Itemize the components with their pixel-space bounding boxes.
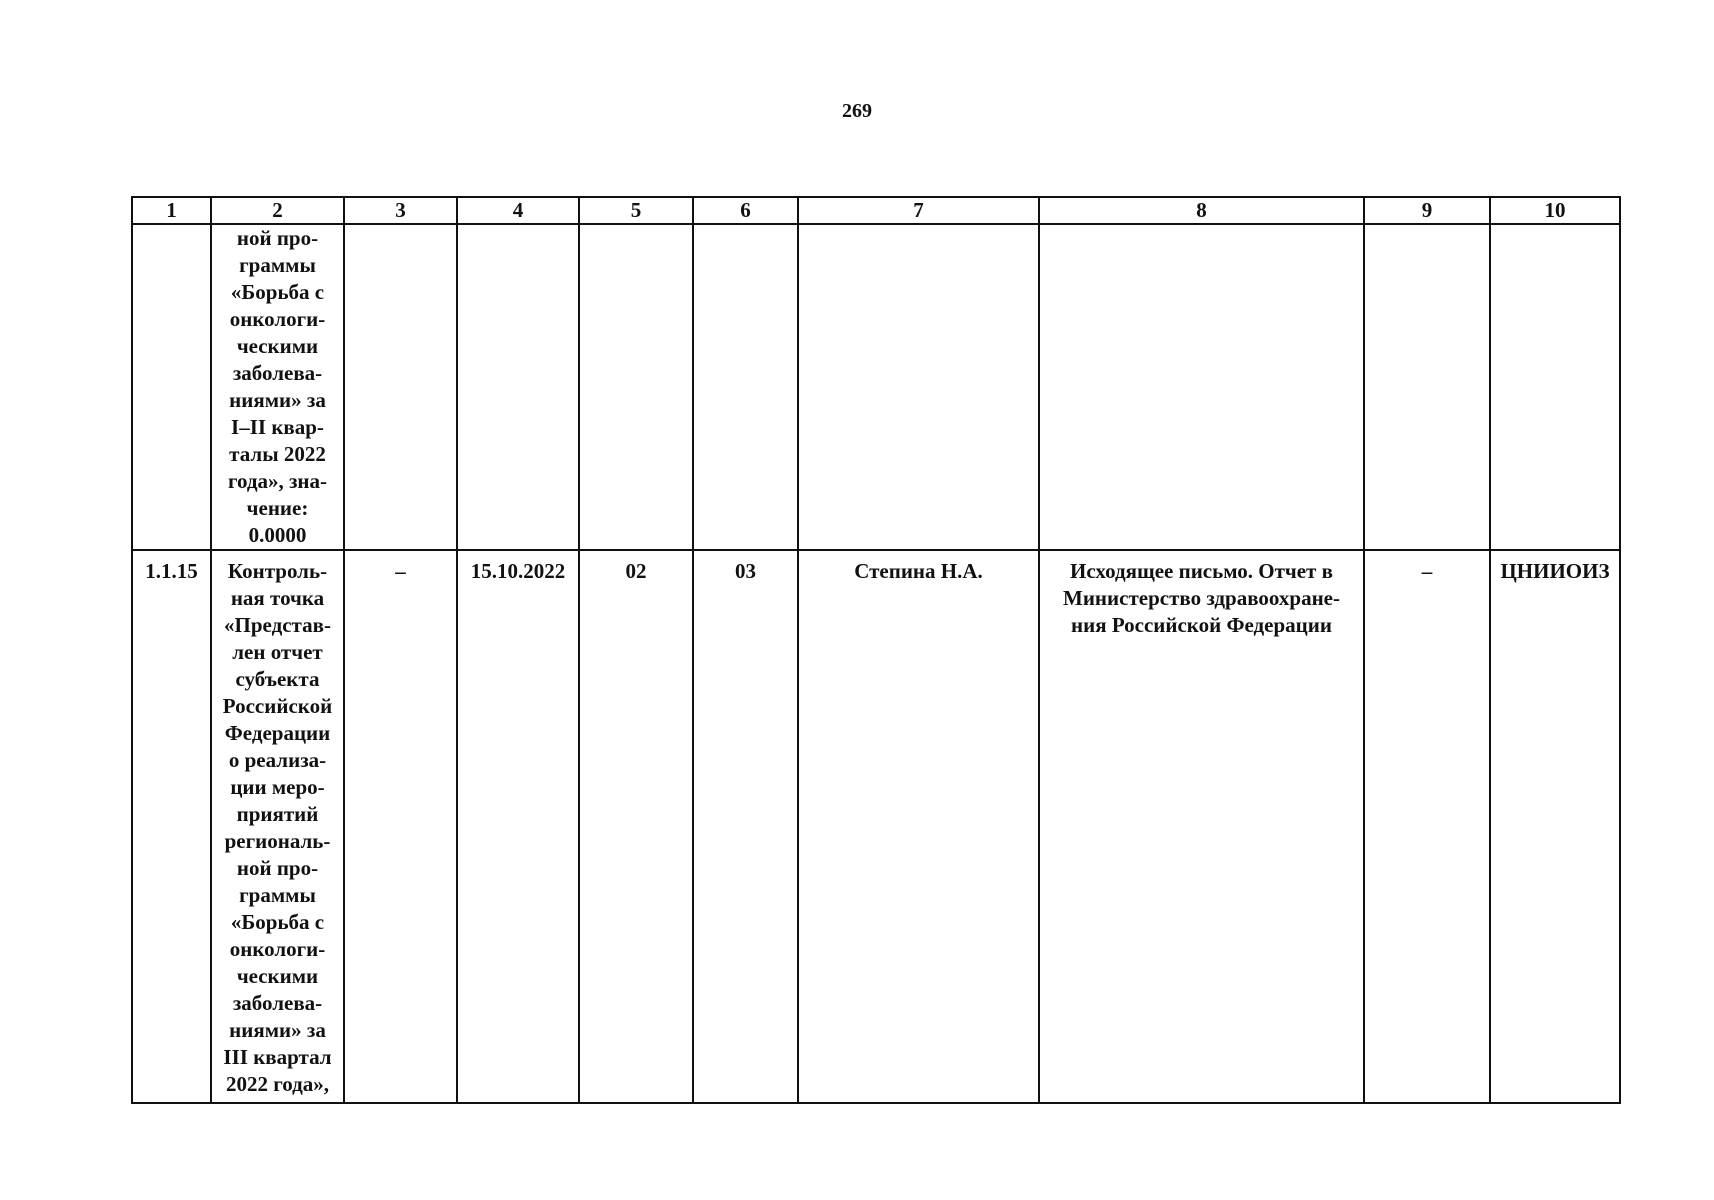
plan-table: [131, 196, 1621, 1104]
cell-description: Контроль- ная точка «Представ- лен отчет субъекта Российской Федерации о реализа- ции меро- приятий региональ- ной про- граммы «Борьба с онкологи- ческими заболева- ниями» за III квартал 2022 года»,: [211, 550, 344, 1103]
column-number-2: 2: [211, 197, 344, 224]
column-number-6: 6: [693, 197, 798, 224]
column-number-3: 3: [344, 197, 457, 224]
cell-date: 15.10.2022: [457, 550, 579, 1103]
cell-document-type: Исходящее письмо. Отчет в Министерство здравоохране- ния Российской Федерации: [1039, 550, 1364, 1103]
column-number-1: 1: [132, 197, 211, 224]
cell-col5: 02: [579, 550, 693, 1103]
column-number-8: 8: [1039, 197, 1364, 224]
cell-item-number: 1.1.15: [132, 550, 211, 1103]
cell-empty: [798, 224, 1039, 550]
table-row-continuation: [132, 224, 1620, 550]
table-row-1-1-15: [132, 550, 1620, 1103]
cell-empty: [1364, 224, 1490, 550]
column-number-10: 10: [1490, 197, 1620, 224]
cell-empty: [457, 224, 579, 550]
cell-empty: [132, 224, 211, 550]
cell-col3: –: [344, 550, 457, 1103]
cell-col6: 03: [693, 550, 798, 1103]
cell-empty: [579, 224, 693, 550]
column-number-4: 4: [457, 197, 579, 224]
column-number-7: 7: [798, 197, 1039, 224]
column-number-5: 5: [579, 197, 693, 224]
cell-empty: [1039, 224, 1364, 550]
cell-empty: [1490, 224, 1620, 550]
column-number-row: [132, 197, 1620, 224]
cell-organization: ЦНИИОИЗ: [1490, 550, 1620, 1103]
cell-col9: –: [1364, 550, 1490, 1103]
column-number-9: 9: [1364, 197, 1490, 224]
cell-empty: [693, 224, 798, 550]
cell-responsible: Степина Н.А.: [798, 550, 1039, 1103]
cell-description-continued: ной про- граммы «Борьба с онкологи- ческими заболева- ниями» за I–II квар- талы 2022 года», зна- чение: 0.0000: [211, 224, 344, 550]
page-number: 269: [842, 100, 872, 122]
cell-empty: [344, 224, 457, 550]
